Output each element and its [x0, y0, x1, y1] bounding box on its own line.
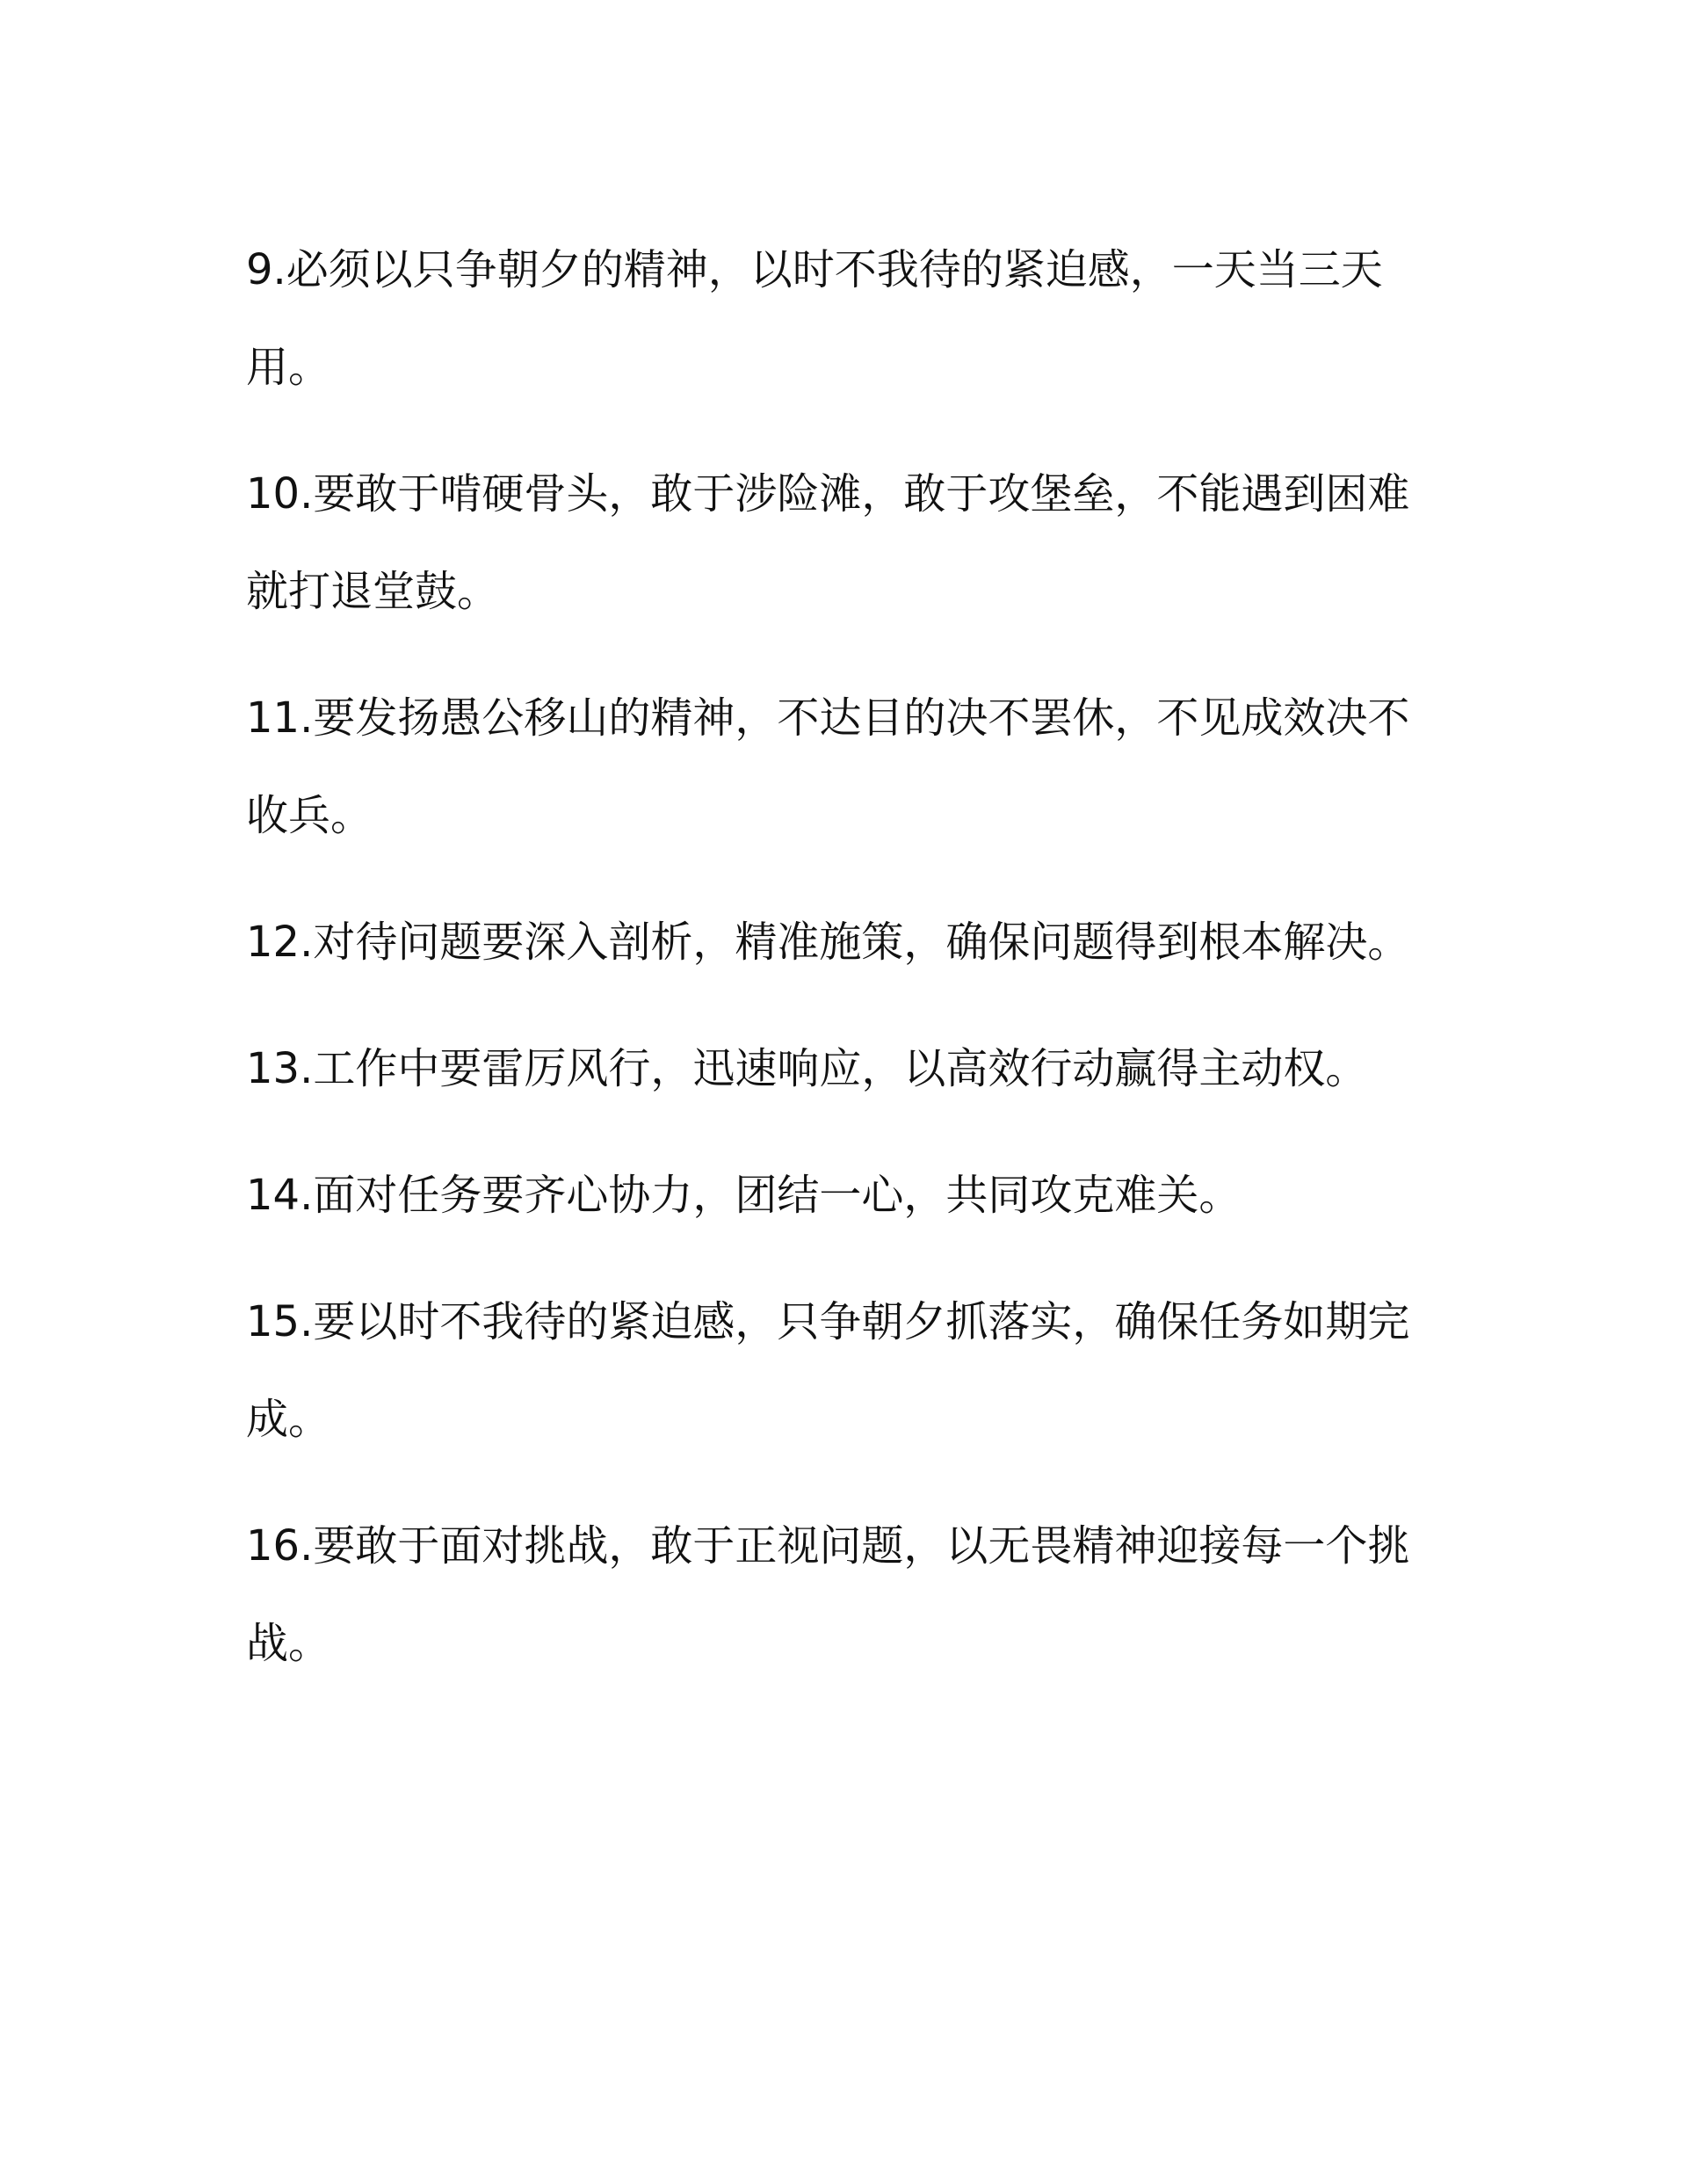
list-item-10: 10.要敢于啃硬骨头，敢于涉险滩，敢于攻堡垒，不能遇到困难就打退堂鼓。 [246, 469, 1410, 616]
list-item-11: 11.要发扬愚公移山的精神，不达目的决不罢休，不见成效决不收兵。 [246, 693, 1410, 840]
list-item-15: 15.要以时不我待的紧迫感，只争朝夕抓落实，确保任务如期完成。 [246, 1297, 1410, 1444]
list-item-14: 14.面对任务要齐心协力，团结一心，共同攻克难关。 [246, 1171, 1242, 1220]
document-body [246, 221, 1441, 1722]
list-item-9: 9.必须以只争朝夕的精神，以时不我待的紧迫感，一天当三天用。 [246, 245, 1383, 392]
list-item-13: 13.工作中要雷厉风行，迅速响应，以高效行动赢得主动权。 [246, 1044, 1368, 1093]
list-item-12: 12.对待问题要深入剖析，精准施策，确保问题得到根本解决。 [246, 918, 1410, 967]
list-item-16: 16.要敢于面对挑战，敢于正视问题，以无畏精神迎接每一个挑战。 [246, 1521, 1410, 1668]
